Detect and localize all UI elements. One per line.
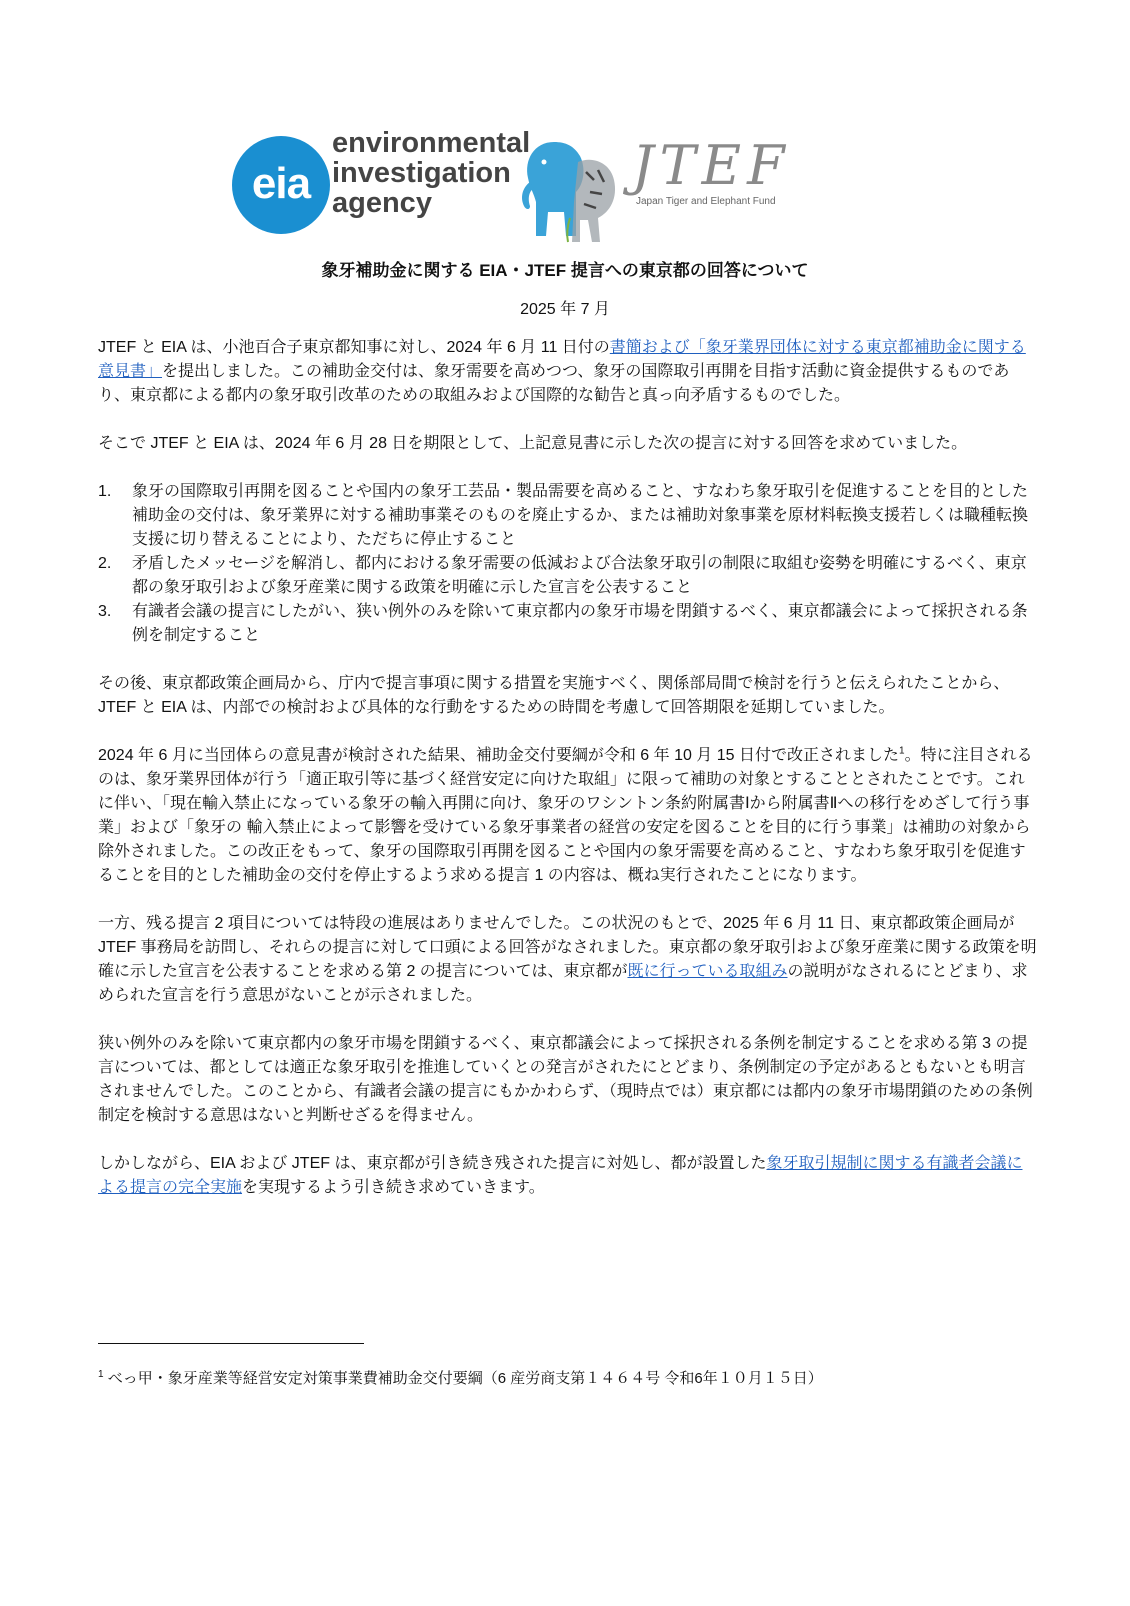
jtef-logo <box>514 132 791 248</box>
list-item <box>98 552 1038 600</box>
eia-line-3: agency <box>332 187 432 219</box>
paragraph-3: その後、東京都政策企画局から、庁内で提言事項に関する措置を実施すべく、関係部局間で検討を行うと伝えられたことから、JTEF と EIA は、内部での検討および具体的な行動をするための時間を考慮して回答期限を延期していました。 <box>98 675 1010 716</box>
footnote-divider <box>98 1343 364 1344</box>
paragraph-6: 狭い例外のみを除いて東京都内の象牙市場を閉鎖するべく、東京都議会によって採択される条例を制定することを求める第 3 の提言については、都としては適正な象牙取引を推進していくとの発言がされたにとどまり、条例制定の予定があるともないとも明言されませんでした。このことから、有識者会議の提言にもかかわらず、（現時点では）東京都には都内の象牙市場閉鎖のための条例制定を検討する意思はないと判断せざるを得ません。 <box>98 1035 1033 1124</box>
list-number: 1. <box>98 483 112 500</box>
list-number: 2. <box>98 555 112 572</box>
paragraph-5-text: 一方、残る提言 2 項目については特段の進展はありませんでした。この状況のもとで、2025 年 6 月 11 日、東京都政策企画局が JTEF 事務局を訪問し、それらの提言に対して口頭による回答がなされました。東京都の象牙取引および象牙産業に関する政策を明確に示した宣言を公表することを求める第 2 の提言については、東京都が <box>98 915 1037 980</box>
eia-line-2: investigation <box>332 157 511 189</box>
paragraph-1-text: JTEF と EIA は、小池百合子東京都知事に対し、2024 年 6 月 11 日付の <box>98 339 610 356</box>
paragraph-1 <box>98 336 1038 408</box>
existing-efforts-link[interactable]: 既に行っている取組み <box>627 963 788 980</box>
list-text: 象牙の国際取引再開を図ることや国内の象牙工芸品・製品需要を高めること、すなわち象牙取引を促進することを目的とした補助金の交付は、象牙業界に対する補助事業そのものを廃止するか、または補助対象事業を原材料転換支援若しくは職種転換支援に切り替えることにより、ただちに停止すること <box>132 483 1029 548</box>
paragraph-5-text-cont: の説明がなされるにとどまり、求められた宣言を行う意思がないことが示されました。 <box>98 963 1028 1004</box>
jtef-logo-subtitle: Japan Tiger and Elephant Fund <box>636 196 776 207</box>
list-number: 3. <box>98 603 112 620</box>
paragraph-7 <box>98 1152 1038 1200</box>
paragraph-1-text-cont: を提出しました。この補助金交付は、象牙需要を高めつつ、象牙の国際取引再開を目指す活動に資金提供するものであり、東京都による都内の象牙取引改革のための取組みおよび国際的な勧告と真っ向矛盾するものでした。 <box>98 363 1010 404</box>
logo-header <box>232 127 791 248</box>
paragraph-4 <box>98 744 1038 888</box>
paragraph-5 <box>98 912 1038 1008</box>
eia-logo-text <box>332 128 530 218</box>
jtef-logo-mark: JTEF <box>632 134 791 197</box>
opinion-letter-link[interactable]: 書簡および「象牙業界団体に対する東京都補助金に関する意見書」 <box>98 339 1026 380</box>
paragraph-4-text-cont: 。特に注目されるのは、象牙業界団体が行う「適正取引等に基づく経営安定に向けた取組」に限って補助の対象とすることとされたことです。これに伴い、「現在輸入禁止になっている象牙の輸入再開に向け、象牙のワシントン条約附属書Ⅰから附属書Ⅱへの移行をめざして行う事業」および「象牙の 輸入禁止によって影響を受けている象牙事業者の経営の安定を図ることを目的に行う事業」は補助の対象から除外されました。この改正をもって、象牙の国際取引再開を図ることや国内の象牙需要を高めること、すなわち象牙取引を促進することを目的とした補助金の交付を停止するよう求める提言 1 の内容は、概ね実行されたことになります。 <box>98 747 1033 884</box>
document-body <box>98 336 1038 1224</box>
elephant-tiger-icon <box>514 132 632 248</box>
eia-logo-mark: eia <box>251 159 311 208</box>
footnote <box>98 1368 823 1390</box>
recommendation-list <box>98 480 1038 648</box>
list-text: 矛盾したメッセージを解消し、都内における象牙需要の低減および合法象牙取引の制限に取組む姿勢を明確にするべく、東京都の象牙取引および象牙産業に関する政策を明確に示した宣言を公表すること <box>132 555 1027 596</box>
document-title: 象牙補助金に関する EIA・JTEF 提言への東京都の回答について <box>321 261 809 280</box>
list-item <box>98 480 1038 552</box>
expert-council-link[interactable]: 象牙取引規制に関する有識者会議による提言の完全実施 <box>98 1155 1023 1196</box>
document-date: 2025 年 7 月 <box>520 301 610 318</box>
list-item <box>98 600 1038 648</box>
paragraph-7-text-cont: を実現するよう引き続き求めていきます。 <box>242 1179 545 1196</box>
paragraph-2: そこで JTEF と EIA は、2024 年 6 月 28 日を期限として、上記意見書に示した次の提言に対する回答を求めていました。 <box>98 435 968 452</box>
eia-line-1: environmental <box>332 127 531 159</box>
list-text: 有識者会議の提言にしたがい、狭い例外のみを除いて東京都内の象牙市場を閉鎖するべく、東京都議会によって採択される条例を制定すること <box>132 603 1028 644</box>
paragraph-4-text: 2024 年 6 月に当団体らの意見書が検討された結果、補助金交付要綱が令和 6 年 10 月 15 日付で改正されました <box>98 747 899 764</box>
footnote-ref[interactable]: 1 <box>899 745 905 757</box>
footnote-text: べっ甲・象牙産業等経営安定対策事業費補助金交付要綱（6 産労商支第１４６４号 令和6年１０月１５日） <box>107 1370 823 1387</box>
footnote-number: 1 <box>98 1369 104 1380</box>
paragraph-7-text: しかしながら、EIA および JTEF は、東京都が引き続き残された提言に対処し、都が設置した <box>98 1155 767 1172</box>
